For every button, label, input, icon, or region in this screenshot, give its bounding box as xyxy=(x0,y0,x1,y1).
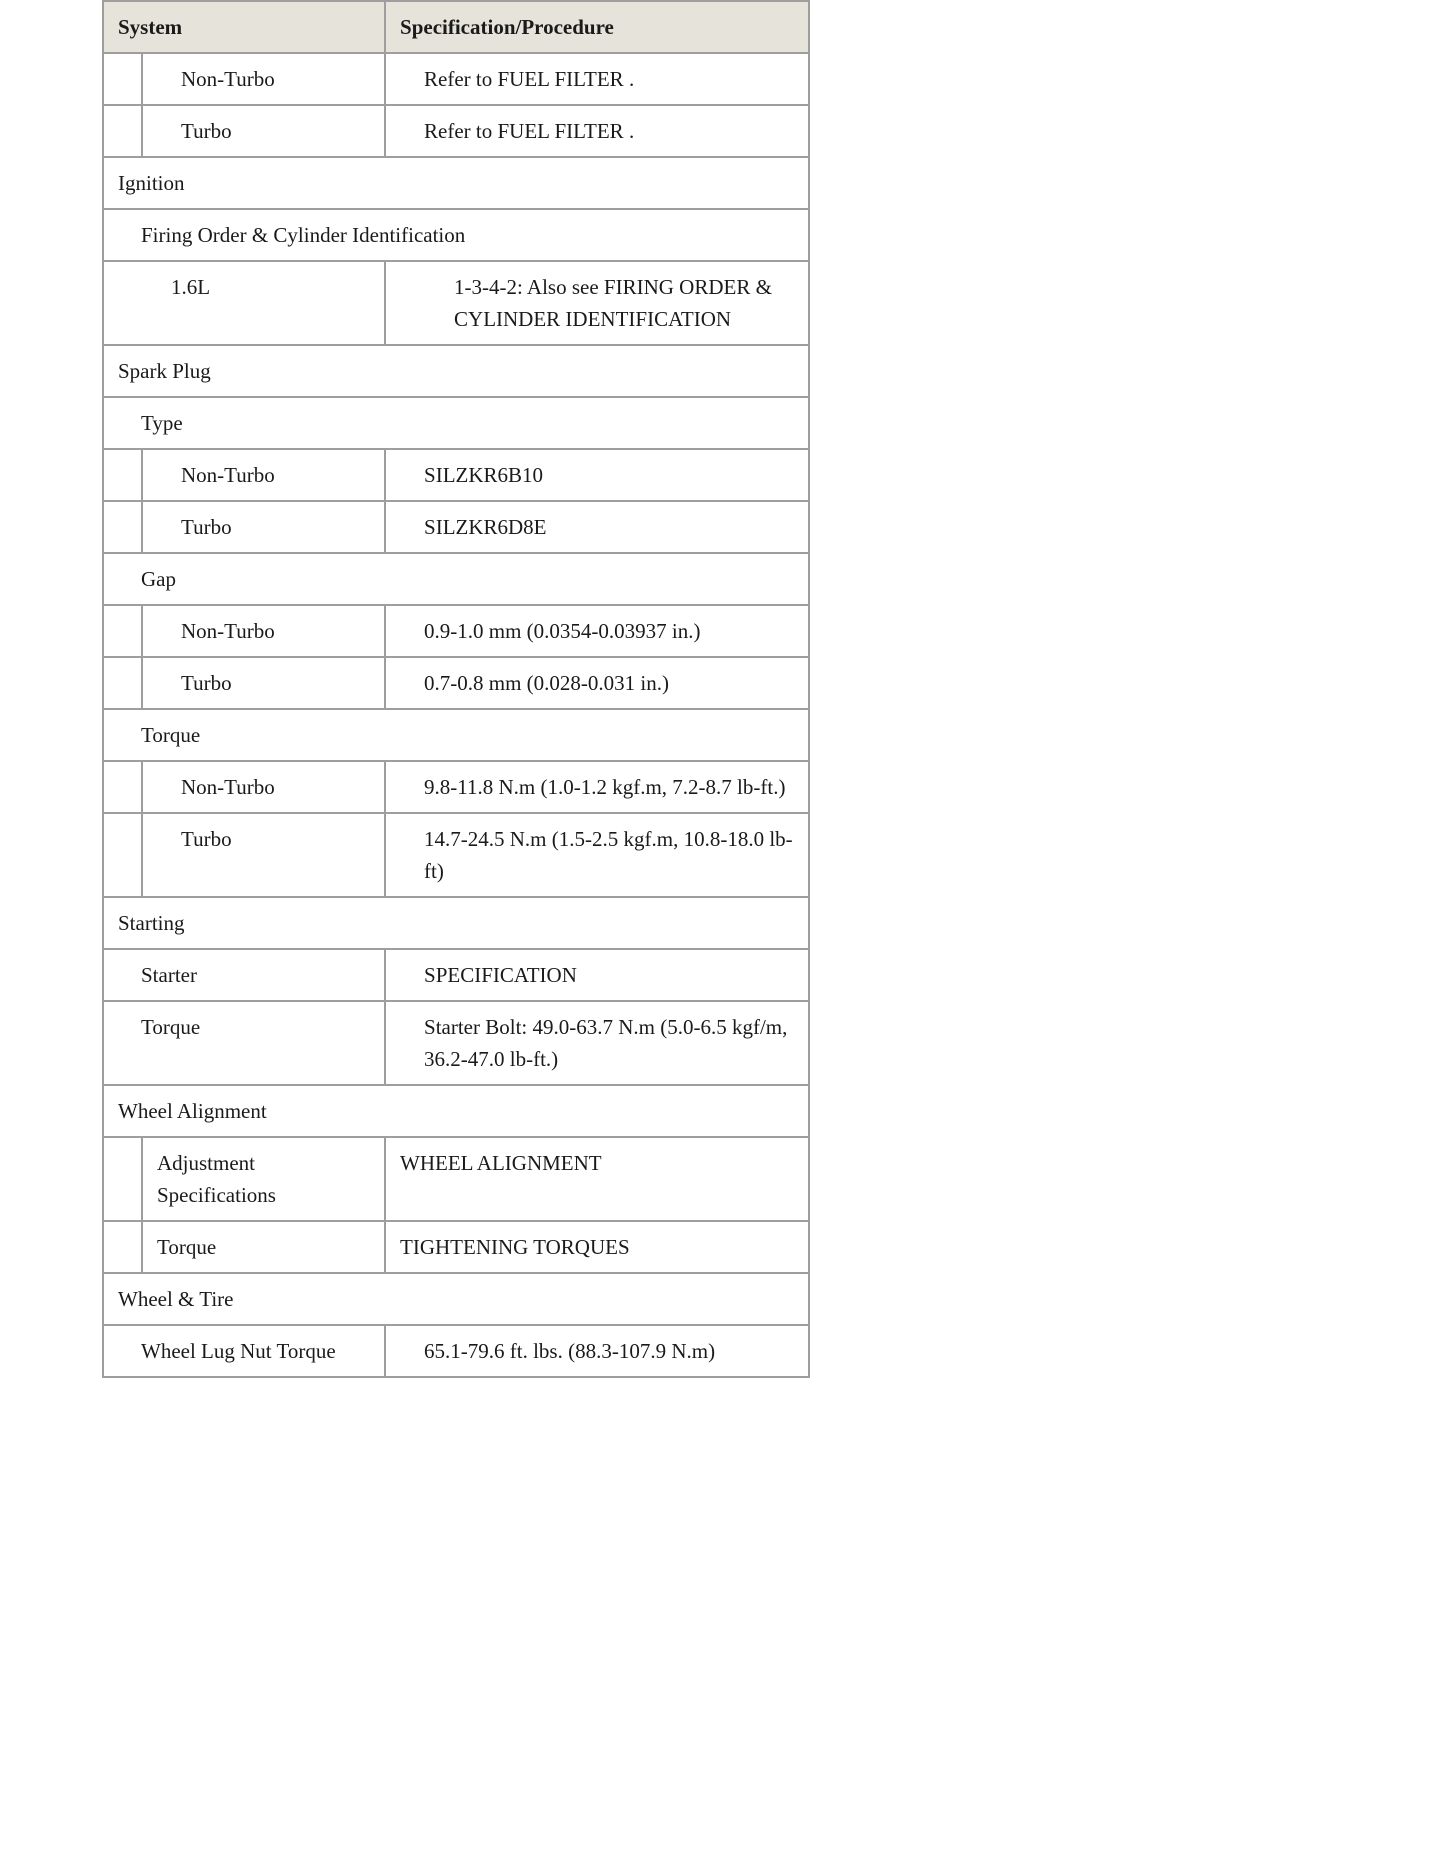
table-row xyxy=(103,605,809,657)
table-row xyxy=(103,397,809,449)
system-cell: Turbo xyxy=(142,105,385,157)
indent-cell xyxy=(103,1137,142,1221)
spec-cell: Refer to FUEL FILTER . xyxy=(385,53,809,105)
section-heading: Wheel & Tire xyxy=(103,1273,809,1325)
spec-cell: 0.9-1.0 mm (0.0354-0.03937 in.) xyxy=(385,605,809,657)
indent-cell xyxy=(103,105,142,157)
group-heading: Type xyxy=(103,397,809,449)
spec-cell: 14.7-24.5 N.m (1.5-2.5 kgf.m, 10.8-18.0 lb-ft) xyxy=(385,813,809,897)
system-cell: Non-Turbo xyxy=(142,761,385,813)
system-cell: Non-Turbo xyxy=(142,53,385,105)
spec-cell: 0.7-0.8 mm (0.028-0.031 in.) xyxy=(385,657,809,709)
table-row xyxy=(103,261,809,345)
spec-cell: TIGHTENING TORQUES xyxy=(385,1221,809,1273)
table-row xyxy=(103,949,809,1001)
table-row xyxy=(103,553,809,605)
table-row xyxy=(103,657,809,709)
spec-cell: Refer to FUEL FILTER . xyxy=(385,105,809,157)
table-row xyxy=(103,1325,809,1377)
system-cell: Non-Turbo xyxy=(142,605,385,657)
table-row xyxy=(103,105,809,157)
table-row xyxy=(103,1001,809,1085)
table-header-row xyxy=(103,1,809,53)
table-row xyxy=(103,897,809,949)
section-heading: Starting xyxy=(103,897,809,949)
table-row xyxy=(103,449,809,501)
table-row xyxy=(103,209,809,261)
spec-cell: SILZKR6B10 xyxy=(385,449,809,501)
group-heading: Firing Order & Cylinder Identification xyxy=(103,209,809,261)
indent-cell xyxy=(103,813,142,897)
spec-cell: SILZKR6D8E xyxy=(385,501,809,553)
spec-cell: 9.8-11.8 N.m (1.0-1.2 kgf.m, 7.2-8.7 lb-ft.) xyxy=(385,761,809,813)
indent-cell xyxy=(103,53,142,105)
table-row xyxy=(103,1273,809,1325)
system-cell: Adjustment Specifications xyxy=(142,1137,385,1221)
table-row xyxy=(103,761,809,813)
group-heading: Torque xyxy=(103,709,809,761)
indent-cell xyxy=(103,501,142,553)
table-row xyxy=(103,813,809,897)
table-row xyxy=(103,53,809,105)
indent-cell xyxy=(103,605,142,657)
column-header-specification: Specification/Procedure xyxy=(385,1,809,53)
system-cell: Torque xyxy=(142,1221,385,1273)
system-cell: Wheel Lug Nut Torque xyxy=(103,1325,385,1377)
specifications-table xyxy=(102,0,810,1378)
indent-cell xyxy=(103,657,142,709)
indent-cell xyxy=(103,761,142,813)
table-row xyxy=(103,345,809,397)
table-row xyxy=(103,709,809,761)
section-heading: Wheel Alignment xyxy=(103,1085,809,1137)
section-heading: Spark Plug xyxy=(103,345,809,397)
column-header-system: System xyxy=(103,1,385,53)
table-row xyxy=(103,1085,809,1137)
table-row xyxy=(103,501,809,553)
system-cell: Turbo xyxy=(142,813,385,897)
system-cell: Non-Turbo xyxy=(142,449,385,501)
table-row xyxy=(103,1221,809,1273)
table-body xyxy=(103,53,809,1377)
indent-cell xyxy=(103,1221,142,1273)
table-row xyxy=(103,1137,809,1221)
system-cell: Torque xyxy=(103,1001,385,1085)
spec-cell: 1-3-4-2: Also see FIRING ORDER & CYLINDER IDENTIFICATION xyxy=(385,261,809,345)
system-cell: Turbo xyxy=(142,657,385,709)
spec-cell: SPECIFICATION xyxy=(385,949,809,1001)
section-heading: Ignition xyxy=(103,157,809,209)
indent-cell xyxy=(103,449,142,501)
group-heading: Gap xyxy=(103,553,809,605)
spec-cell: 65.1-79.6 ft. lbs. (88.3-107.9 N.m) xyxy=(385,1325,809,1377)
table-row xyxy=(103,157,809,209)
spec-cell: WHEEL ALIGNMENT xyxy=(385,1137,809,1221)
system-cell: 1.6L xyxy=(103,261,385,345)
spec-cell: Starter Bolt: 49.0-63.7 N.m (5.0-6.5 kgf/m, 36.2-47.0 lb-ft.) xyxy=(385,1001,809,1085)
system-cell: Starter xyxy=(103,949,385,1001)
system-cell: Turbo xyxy=(142,501,385,553)
